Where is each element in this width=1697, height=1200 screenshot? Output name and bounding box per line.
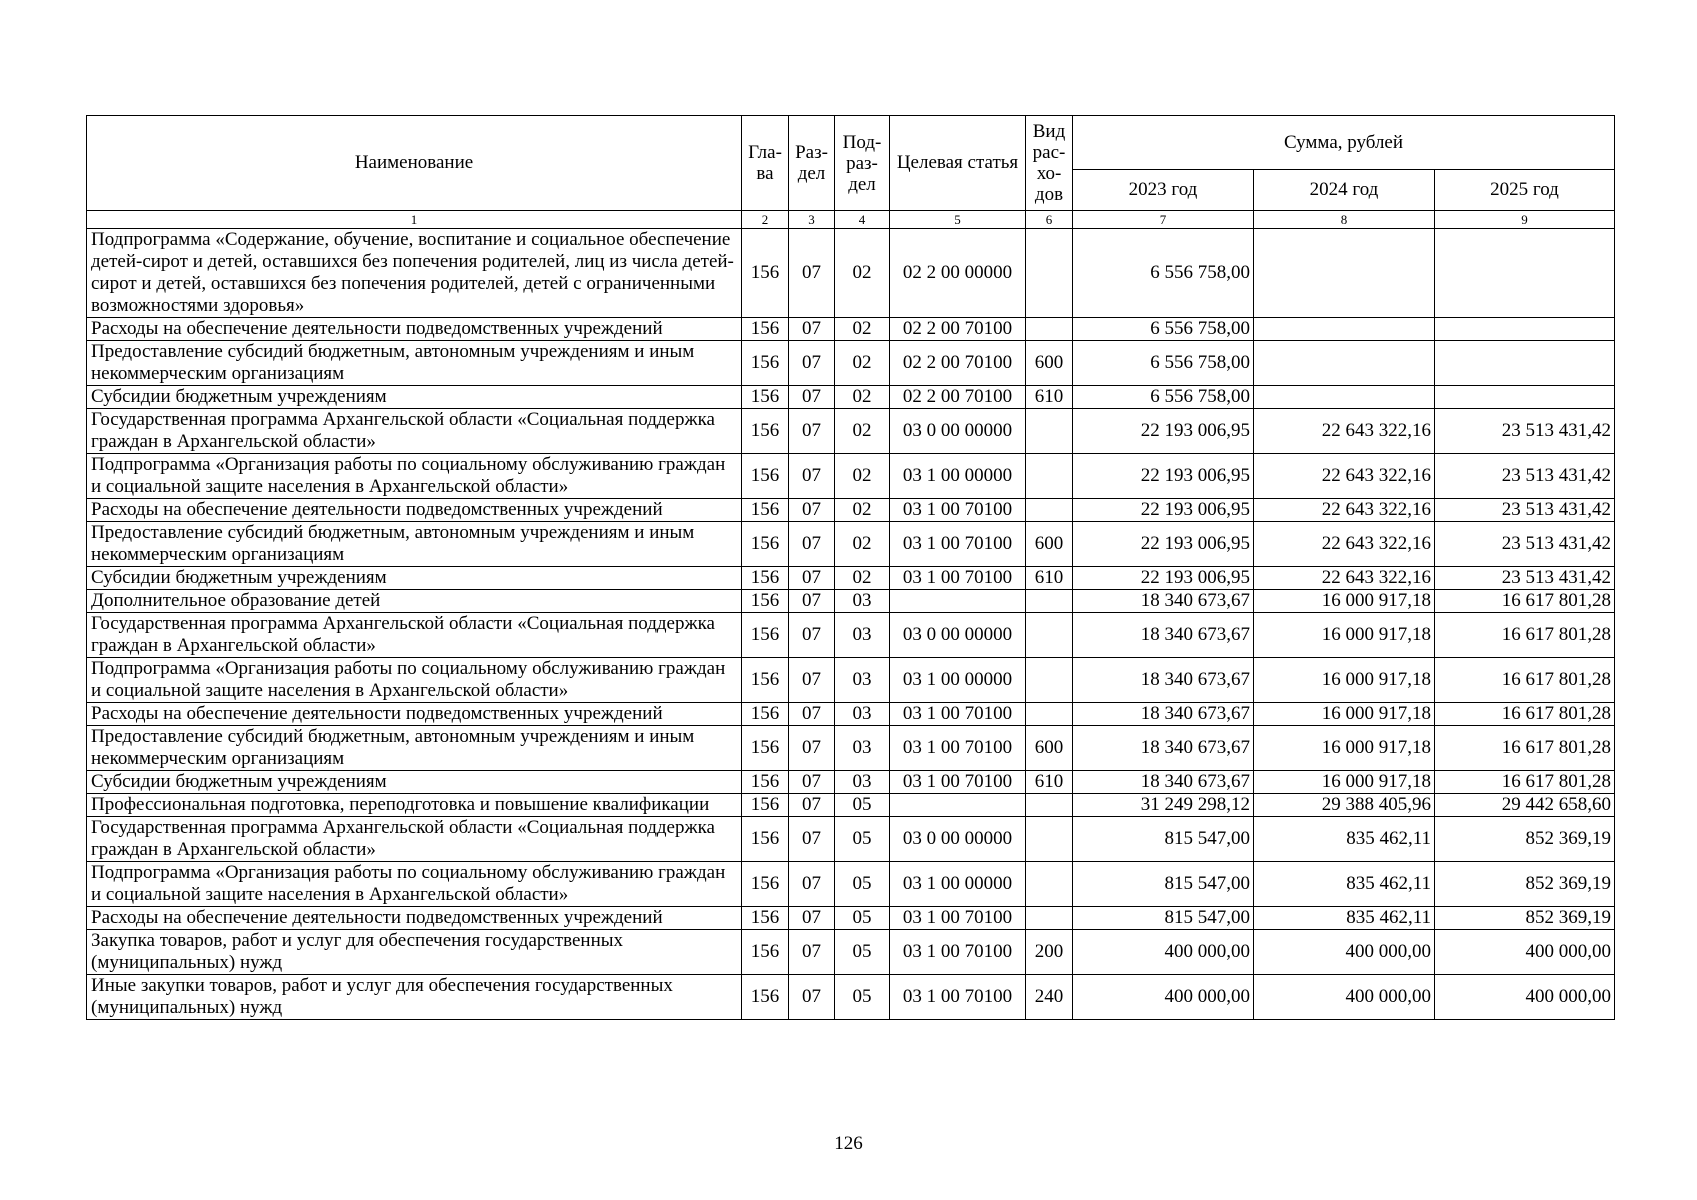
cell-vid	[1026, 409, 1073, 454]
table-row	[87, 499, 1615, 522]
cell-name: Иные закупки товаров, работ и услуг для обеспечения государственных (муниципальных) нужд	[87, 975, 742, 1020]
cell-vid	[1026, 613, 1073, 658]
cell-glava: 156	[742, 726, 789, 771]
cell-razdel: 07	[789, 567, 835, 590]
cell-vid: 600	[1026, 522, 1073, 567]
column-number: 7	[1073, 211, 1254, 229]
cell-celevaya: 03 1 00 00000	[890, 454, 1026, 499]
budget-table	[86, 115, 1615, 1020]
cell-celevaya: 02 2 00 70100	[890, 341, 1026, 386]
cell-glava: 156	[742, 907, 789, 930]
cell-glava: 156	[742, 522, 789, 567]
table-row	[87, 930, 1615, 975]
column-number: 6	[1026, 211, 1073, 229]
cell-amount-2024	[1254, 386, 1435, 409]
cell-vid: 240	[1026, 975, 1073, 1020]
table-row	[87, 817, 1615, 862]
cell-razdel: 07	[789, 703, 835, 726]
cell-amount-2023: 815 547,00	[1073, 907, 1254, 930]
cell-podrazdel: 05	[835, 907, 890, 930]
cell-vid	[1026, 499, 1073, 522]
cell-amount-2024: 16 000 917,18	[1254, 703, 1435, 726]
cell-amount-2025: 23 513 431,42	[1435, 409, 1615, 454]
cell-vid	[1026, 590, 1073, 613]
cell-amount-2024: 16 000 917,18	[1254, 613, 1435, 658]
cell-celevaya: 02 2 00 70100	[890, 386, 1026, 409]
cell-amount-2025	[1435, 318, 1615, 341]
cell-celevaya: 03 1 00 70100	[890, 726, 1026, 771]
cell-razdel: 07	[789, 794, 835, 817]
cell-podrazdel: 05	[835, 975, 890, 1020]
cell-amount-2025: 29 442 658,60	[1435, 794, 1615, 817]
cell-glava: 156	[742, 862, 789, 907]
cell-amount-2025: 16 617 801,28	[1435, 726, 1615, 771]
cell-razdel: 07	[789, 386, 835, 409]
cell-name: Закупка товаров, работ и услуг для обеспечения государственных (муниципальных) нужд	[87, 930, 742, 975]
header-razdel: Раз-дел	[789, 116, 835, 211]
cell-celevaya: 03 1 00 70100	[890, 975, 1026, 1020]
table-row	[87, 318, 1615, 341]
table-header	[87, 116, 1615, 229]
table-row	[87, 522, 1615, 567]
cell-razdel: 07	[789, 862, 835, 907]
cell-name: Подпрограмма «Содержание, обучение, воспитание и социальное обеспечение детей-сирот и детей, оставшихся без попечения родителей, лиц из числа детей-сирот и детей, оставшихся без попечения родителей, детей с ограниченными возможностями здоровья»	[87, 229, 742, 318]
cell-amount-2024: 16 000 917,18	[1254, 771, 1435, 794]
cell-amount-2023: 6 556 758,00	[1073, 229, 1254, 318]
cell-podrazdel: 02	[835, 318, 890, 341]
cell-vid	[1026, 862, 1073, 907]
cell-glava: 156	[742, 454, 789, 499]
column-number: 5	[890, 211, 1026, 229]
cell-amount-2023: 400 000,00	[1073, 930, 1254, 975]
cell-glava: 156	[742, 817, 789, 862]
cell-amount-2023: 6 556 758,00	[1073, 341, 1254, 386]
cell-amount-2023: 815 547,00	[1073, 862, 1254, 907]
cell-celevaya: 03 1 00 70100	[890, 703, 1026, 726]
cell-amount-2024: 22 643 322,16	[1254, 522, 1435, 567]
cell-glava: 156	[742, 499, 789, 522]
table-body	[87, 229, 1615, 1020]
cell-podrazdel: 03	[835, 658, 890, 703]
cell-glava: 156	[742, 930, 789, 975]
cell-amount-2025	[1435, 229, 1615, 318]
table-row	[87, 613, 1615, 658]
cell-razdel: 07	[789, 613, 835, 658]
table-row	[87, 229, 1615, 318]
cell-amount-2025	[1435, 386, 1615, 409]
cell-podrazdel: 03	[835, 703, 890, 726]
cell-name: Подпрограмма «Организация работы по социальному обслуживанию граждан и социальной защите населения в Архангельской области»	[87, 454, 742, 499]
cell-name: Государственная программа Архангельской области «Социальная поддержка граждан в Архангельской области»	[87, 409, 742, 454]
cell-glava: 156	[742, 703, 789, 726]
cell-celevaya: 03 1 00 70100	[890, 567, 1026, 590]
cell-razdel: 07	[789, 454, 835, 499]
cell-amount-2025: 23 513 431,42	[1435, 454, 1615, 499]
cell-amount-2023: 18 340 673,67	[1073, 613, 1254, 658]
cell-amount-2025: 852 369,19	[1435, 817, 1615, 862]
cell-vid	[1026, 817, 1073, 862]
cell-amount-2023: 400 000,00	[1073, 975, 1254, 1020]
table-row	[87, 771, 1615, 794]
cell-vid	[1026, 318, 1073, 341]
cell-razdel: 07	[789, 975, 835, 1020]
cell-celevaya: 02 2 00 00000	[890, 229, 1026, 318]
cell-razdel: 07	[789, 658, 835, 703]
cell-amount-2023: 31 249 298,12	[1073, 794, 1254, 817]
cell-celevaya: 03 1 00 70100	[890, 771, 1026, 794]
cell-amount-2024: 835 462,11	[1254, 862, 1435, 907]
cell-name: Подпрограмма «Организация работы по социальному обслуживанию граждан и социальной защите населения в Архангельской области»	[87, 862, 742, 907]
cell-glava: 156	[742, 590, 789, 613]
cell-celevaya: 03 0 00 00000	[890, 613, 1026, 658]
cell-celevaya: 03 1 00 70100	[890, 907, 1026, 930]
cell-name: Государственная программа Архангельской области «Социальная поддержка граждан в Архангельской области»	[87, 817, 742, 862]
cell-amount-2023: 18 340 673,67	[1073, 726, 1254, 771]
cell-podrazdel: 02	[835, 386, 890, 409]
cell-amount-2025: 16 617 801,28	[1435, 658, 1615, 703]
cell-celevaya: 03 1 00 00000	[890, 658, 1026, 703]
header-celevaya: Целевая статья	[890, 116, 1026, 211]
cell-vid: 610	[1026, 771, 1073, 794]
table-row	[87, 658, 1615, 703]
cell-glava: 156	[742, 386, 789, 409]
cell-glava: 156	[742, 567, 789, 590]
cell-name: Предоставление субсидий бюджетным, автономным учреждениям и иным некоммерческим организациям	[87, 726, 742, 771]
cell-amount-2024: 29 388 405,96	[1254, 794, 1435, 817]
cell-podrazdel: 02	[835, 409, 890, 454]
cell-glava: 156	[742, 229, 789, 318]
cell-amount-2023: 18 340 673,67	[1073, 658, 1254, 703]
cell-celevaya: 03 0 00 00000	[890, 409, 1026, 454]
cell-glava: 156	[742, 409, 789, 454]
cell-amount-2024	[1254, 341, 1435, 386]
cell-razdel: 07	[789, 726, 835, 771]
cell-amount-2024	[1254, 318, 1435, 341]
cell-vid	[1026, 229, 1073, 318]
cell-podrazdel: 02	[835, 522, 890, 567]
cell-podrazdel: 03	[835, 726, 890, 771]
cell-glava: 156	[742, 975, 789, 1020]
cell-amount-2023: 6 556 758,00	[1073, 386, 1254, 409]
cell-amount-2024: 835 462,11	[1254, 817, 1435, 862]
column-number: 9	[1435, 211, 1615, 229]
cell-razdel: 07	[789, 590, 835, 613]
header-year-2023: 2023 год	[1073, 170, 1254, 211]
cell-amount-2025: 16 617 801,28	[1435, 590, 1615, 613]
cell-podrazdel: 02	[835, 229, 890, 318]
cell-vid	[1026, 907, 1073, 930]
cell-amount-2023: 18 340 673,67	[1073, 590, 1254, 613]
table-row	[87, 862, 1615, 907]
cell-podrazdel: 02	[835, 454, 890, 499]
cell-celevaya: 03 0 00 00000	[890, 817, 1026, 862]
cell-vid	[1026, 794, 1073, 817]
cell-name: Государственная программа Архангельской области «Социальная поддержка граждан в Архангельской области»	[87, 613, 742, 658]
cell-amount-2025: 400 000,00	[1435, 975, 1615, 1020]
cell-vid: 200	[1026, 930, 1073, 975]
cell-name: Предоставление субсидий бюджетным, автономным учреждениям и иным некоммерческим организациям	[87, 341, 742, 386]
cell-name: Субсидии бюджетным учреждениям	[87, 771, 742, 794]
cell-amount-2023: 18 340 673,67	[1073, 771, 1254, 794]
cell-name: Субсидии бюджетным учреждениям	[87, 567, 742, 590]
cell-amount-2024: 16 000 917,18	[1254, 726, 1435, 771]
cell-celevaya: 03 1 00 00000	[890, 862, 1026, 907]
cell-amount-2025: 23 513 431,42	[1435, 522, 1615, 567]
cell-celevaya: 03 1 00 70100	[890, 522, 1026, 567]
cell-name: Дополнительное образование детей	[87, 590, 742, 613]
column-number: 3	[789, 211, 835, 229]
cell-name: Расходы на обеспечение деятельности подведомственных учреждений	[87, 703, 742, 726]
cell-amount-2023: 22 193 006,95	[1073, 522, 1254, 567]
cell-name: Профессиональная подготовка, переподготовка и повышение квалификации	[87, 794, 742, 817]
cell-vid	[1026, 703, 1073, 726]
header-podrazdel: Под-раз-дел	[835, 116, 890, 211]
cell-vid: 600	[1026, 726, 1073, 771]
cell-razdel: 07	[789, 318, 835, 341]
cell-amount-2023: 815 547,00	[1073, 817, 1254, 862]
cell-podrazdel: 03	[835, 613, 890, 658]
table-row	[87, 703, 1615, 726]
cell-amount-2024	[1254, 229, 1435, 318]
table-row	[87, 567, 1615, 590]
cell-amount-2024: 835 462,11	[1254, 907, 1435, 930]
cell-podrazdel: 05	[835, 817, 890, 862]
cell-amount-2024: 400 000,00	[1254, 930, 1435, 975]
cell-name: Расходы на обеспечение деятельности подведомственных учреждений	[87, 318, 742, 341]
cell-podrazdel: 02	[835, 567, 890, 590]
cell-vid: 600	[1026, 341, 1073, 386]
cell-vid	[1026, 454, 1073, 499]
cell-celevaya: 02 2 00 70100	[890, 318, 1026, 341]
cell-amount-2023: 22 193 006,95	[1073, 409, 1254, 454]
column-number: 1	[87, 211, 742, 229]
cell-podrazdel: 02	[835, 341, 890, 386]
cell-razdel: 07	[789, 229, 835, 318]
cell-amount-2023: 22 193 006,95	[1073, 454, 1254, 499]
cell-amount-2025	[1435, 341, 1615, 386]
column-number-row	[87, 211, 1615, 229]
cell-amount-2023: 22 193 006,95	[1073, 499, 1254, 522]
cell-amount-2024: 22 643 322,16	[1254, 499, 1435, 522]
cell-amount-2025: 852 369,19	[1435, 862, 1615, 907]
cell-celevaya: 03 1 00 70100	[890, 930, 1026, 975]
header-glava: Гла-ва	[742, 116, 789, 211]
cell-razdel: 07	[789, 930, 835, 975]
table-row	[87, 409, 1615, 454]
cell-amount-2024: 16 000 917,18	[1254, 658, 1435, 703]
cell-podrazdel: 02	[835, 499, 890, 522]
cell-amount-2023: 22 193 006,95	[1073, 567, 1254, 590]
cell-glava: 156	[742, 794, 789, 817]
cell-name: Предоставление субсидий бюджетным, автономным учреждениям и иным некоммерческим организациям	[87, 522, 742, 567]
cell-amount-2025: 16 617 801,28	[1435, 703, 1615, 726]
cell-podrazdel: 05	[835, 930, 890, 975]
cell-razdel: 07	[789, 499, 835, 522]
column-number: 2	[742, 211, 789, 229]
cell-glava: 156	[742, 613, 789, 658]
cell-amount-2025: 852 369,19	[1435, 907, 1615, 930]
column-number: 4	[835, 211, 890, 229]
cell-celevaya	[890, 794, 1026, 817]
cell-name: Подпрограмма «Организация работы по социальному обслуживанию граждан и социальной защите населения в Архангельской области»	[87, 658, 742, 703]
page-number: 126	[834, 1133, 863, 1154]
header-vid: Вид рас-хо-дов	[1026, 116, 1073, 211]
cell-razdel: 07	[789, 409, 835, 454]
cell-glava: 156	[742, 771, 789, 794]
cell-celevaya: 03 1 00 70100	[890, 499, 1026, 522]
table-row	[87, 907, 1615, 930]
header-name: Наименование	[87, 116, 742, 211]
cell-amount-2023: 6 556 758,00	[1073, 318, 1254, 341]
table-row	[87, 386, 1615, 409]
header-summa: Сумма, рублей	[1073, 116, 1615, 170]
cell-vid: 610	[1026, 567, 1073, 590]
cell-glava: 156	[742, 318, 789, 341]
cell-amount-2025: 23 513 431,42	[1435, 499, 1615, 522]
table-row	[87, 454, 1615, 499]
cell-vid	[1026, 658, 1073, 703]
cell-name: Субсидии бюджетным учреждениям	[87, 386, 742, 409]
cell-podrazdel: 03	[835, 771, 890, 794]
cell-podrazdel: 05	[835, 862, 890, 907]
budget-table-sheet	[86, 115, 1614, 1020]
table-row	[87, 726, 1615, 771]
cell-razdel: 07	[789, 341, 835, 386]
table-row	[87, 975, 1615, 1020]
cell-amount-2024: 16 000 917,18	[1254, 590, 1435, 613]
cell-name: Расходы на обеспечение деятельности подведомственных учреждений	[87, 499, 742, 522]
cell-amount-2025: 16 617 801,28	[1435, 613, 1615, 658]
cell-razdel: 07	[789, 771, 835, 794]
cell-amount-2025: 16 617 801,28	[1435, 771, 1615, 794]
cell-amount-2024: 22 643 322,16	[1254, 454, 1435, 499]
cell-amount-2024: 22 643 322,16	[1254, 409, 1435, 454]
table-row	[87, 341, 1615, 386]
cell-celevaya	[890, 590, 1026, 613]
table-row	[87, 794, 1615, 817]
cell-amount-2025: 23 513 431,42	[1435, 567, 1615, 590]
cell-podrazdel: 05	[835, 794, 890, 817]
header-year-2024: 2024 год	[1254, 170, 1435, 211]
cell-glava: 156	[742, 658, 789, 703]
table-row	[87, 590, 1615, 613]
cell-razdel: 07	[789, 817, 835, 862]
cell-vid: 610	[1026, 386, 1073, 409]
cell-amount-2025: 400 000,00	[1435, 930, 1615, 975]
header-year-2025: 2025 год	[1435, 170, 1615, 211]
cell-name: Расходы на обеспечение деятельности подведомственных учреждений	[87, 907, 742, 930]
cell-razdel: 07	[789, 907, 835, 930]
cell-amount-2024: 400 000,00	[1254, 975, 1435, 1020]
column-number: 8	[1254, 211, 1435, 229]
cell-razdel: 07	[789, 522, 835, 567]
cell-glava: 156	[742, 341, 789, 386]
cell-podrazdel: 03	[835, 590, 890, 613]
cell-amount-2024: 22 643 322,16	[1254, 567, 1435, 590]
cell-amount-2023: 18 340 673,67	[1073, 703, 1254, 726]
